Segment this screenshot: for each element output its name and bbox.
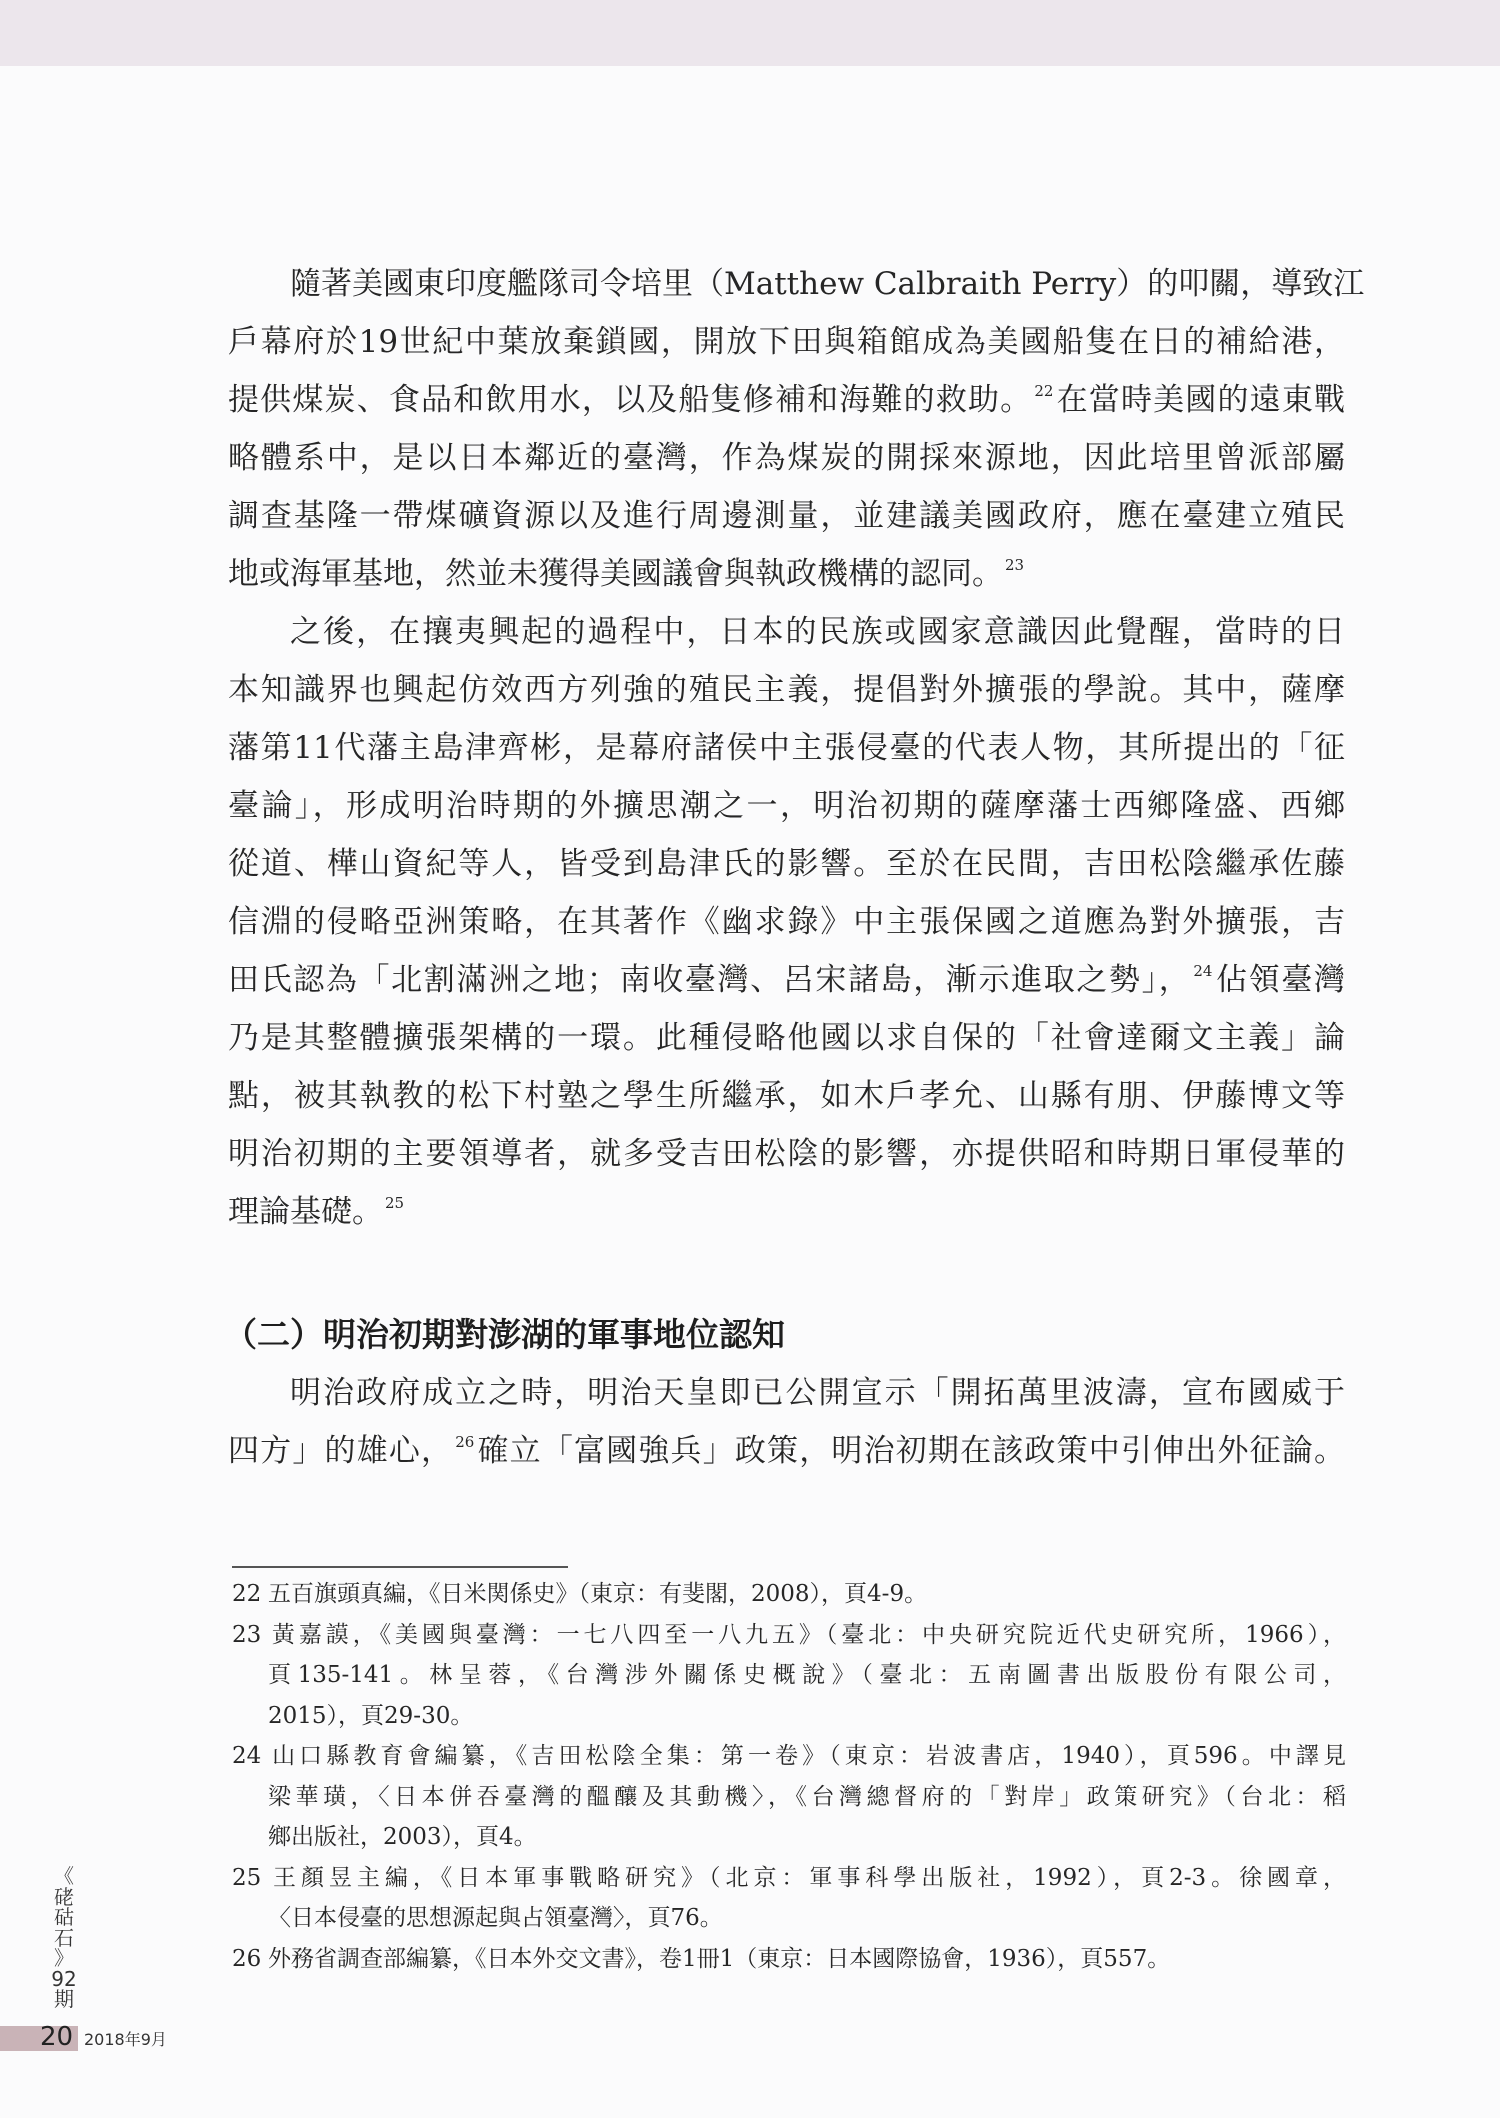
footnote-line	[232, 1858, 1346, 1899]
text-line	[228, 1422, 1345, 1480]
text-segment: 乃是其整體擴張架構的一環。此種侵略他國以求自保的「社會達爾文主義」論	[228, 1020, 1345, 1056]
text-segment: 臺論」，形成明治時期的外擴思潮之一，明治初期的薩摩藩士西鄉隆盛、西鄉	[228, 788, 1345, 824]
text-line	[228, 1067, 1345, 1125]
text-segment: 明治政府成立之時，明治天皇即已公開宣示「開拓萬里波濤，宣布國威于	[290, 1375, 1345, 1411]
text-line	[228, 371, 1345, 429]
journal-title-char: 《	[54, 1864, 74, 1888]
issue-date: 2018年9月	[84, 2030, 167, 2049]
footnote-divider	[232, 1566, 568, 1568]
text-line	[228, 1364, 1345, 1422]
journal-title-char: 》	[54, 1946, 74, 1970]
footnote-line	[232, 1898, 1346, 1939]
text-segment: 田氏認為「北割滿洲之地；南收臺灣、呂宋諸島，漸示進取之勢」，	[228, 962, 1192, 998]
footnote-line	[232, 1939, 1346, 1980]
footnote-line	[232, 1736, 1346, 1777]
footnote-number: 26	[232, 1945, 262, 1972]
footnote-number: 23	[232, 1621, 262, 1648]
footnote-text: 黃嘉謨，《美國與臺灣：一七八四至一八九五》（臺北：中央研究院近代史研究所，1966），	[268, 1621, 1346, 1648]
footnote-ref[interactable]: 23	[1005, 556, 1025, 574]
text-line	[228, 893, 1345, 951]
text-line	[228, 777, 1345, 835]
journal-title-char: 硓	[54, 1884, 74, 1909]
text-segment: 地或海軍基地，然並未獲得美國議會與執政機構的認同。	[228, 556, 1003, 592]
footnote-line	[232, 1777, 1346, 1818]
footnotes	[232, 1574, 1346, 1979]
text-line	[228, 429, 1345, 487]
footnote-ref[interactable]: 25	[385, 1194, 405, 1212]
text-segment: 略體系中，是以日本鄰近的臺灣，作為煤炭的開採來源地，因此培里曾派部屬	[228, 440, 1345, 476]
text-segment: 調查基隆一帶煤礦資源以及進行周邊測量，並建議美國政府，應在臺建立殖民	[228, 498, 1345, 534]
journal-title-char: 期	[54, 1987, 74, 2011]
text-segment: 隨著美國東印度艦隊司令培里（Matthew Calbraith Perry）的叩關，導致江	[290, 266, 1365, 302]
text-segment: 之後，在攘夷興起的過程中，日本的民族或國家意識因此覺醒，當時的日	[290, 614, 1345, 650]
text-line	[228, 719, 1345, 777]
journal-title-vertical	[44, 1866, 84, 2010]
text-segment: 本知識界也興起仿效西方列強的殖民主義，提倡對外擴張的學說。其中，薩摩	[228, 672, 1345, 708]
footnote-line	[232, 1655, 1346, 1696]
page-number: 20	[40, 2022, 74, 2052]
footnote-text: 鄉出版社，2003），頁4。	[268, 1824, 537, 1850]
footnote-ref[interactable]: 22	[1034, 382, 1054, 400]
footnote-text: 2015），頁29-30。	[268, 1702, 474, 1729]
footnote-text: 山口縣教育會編纂，《吉田松陰全集：第一卷》（東京：岩波書店，1940），頁596。中譯見	[268, 1743, 1346, 1769]
text-segment: 從道、樺山資紀等人，皆受到島津氏的影響。至於在民間，吉田松陰繼承佐藤	[228, 846, 1345, 882]
top-margin-band	[0, 0, 1500, 66]
text-line	[228, 1125, 1345, 1183]
footnote-line	[232, 1817, 1346, 1858]
footnote-line	[232, 1574, 1346, 1615]
text-segment: 確立「富國強兵」政策，明治初期在該政策中引伸出外征論。	[476, 1433, 1345, 1469]
text-line	[228, 313, 1345, 371]
text-segment: 提供煤炭、食品和飲用水，以及船隻修補和海難的救助。	[228, 382, 1033, 418]
text-segment: 信淵的侵略亞洲策略，在其著作《幽求錄》中主張保國之道應為對外擴張，吉	[228, 904, 1345, 940]
text-segment: 藩第11代藩主島津齊彬，是幕府諸侯中主張侵臺的代表人物，其所提出的「征	[228, 730, 1345, 766]
text-line	[228, 255, 1365, 313]
text-segment: 佔領臺灣	[1214, 962, 1346, 998]
text-segment: 理論基礎。	[228, 1194, 383, 1230]
footnote-number: 22	[232, 1581, 262, 1607]
footnote-ref[interactable]: 24	[1193, 962, 1213, 980]
footnote-text: 頁135-141。林呈蓉，《台灣涉外關係史概說》（臺北：五南圖書出版股份有限公司，	[268, 1662, 1346, 1688]
footnote-text: 王顏昱主編，《日本軍事戰略研究》（北京：軍事科學出版社，1992），頁2-3。徐國章，	[268, 1864, 1346, 1891]
footnote-text: 五百旗頭真編，《日米関係史》（東京：有斐閣，2008），頁4-9。	[268, 1581, 928, 1607]
journal-title-char: 92	[51, 1966, 77, 1991]
text-line	[228, 545, 1345, 603]
footnote-text: 〈日本侵臺的思想源起與占領臺灣〉，頁76。	[268, 1905, 723, 1931]
footnote-text: 梁華璜，〈日本併吞臺灣的醞釀及其動機〉，《台灣總督府的「對岸」政策研究》（台北：稻	[268, 1783, 1346, 1810]
journal-title-char: 石	[54, 1925, 74, 1950]
text-line	[228, 487, 1345, 545]
footnote-text: 外務省調查部編纂，《日本外交文書》，卷1冊1（東京：日本國際協會，1936），頁557。	[268, 1945, 1171, 1972]
footnote-ref[interactable]: 26	[455, 1433, 475, 1451]
text-segment: 戶幕府於19世紀中葉放棄鎖國，開放下田與箱館成為美國船隻在日的補給港，	[228, 324, 1345, 360]
footnote-number: 25	[232, 1864, 262, 1891]
body-text	[228, 255, 1365, 1241]
text-line	[228, 1183, 1345, 1241]
section-heading: （二）明治初期對澎湖的軍事地位認知	[224, 1315, 785, 1354]
text-segment: 四方」的雄心，	[228, 1433, 454, 1469]
text-line	[228, 835, 1345, 893]
text-line	[228, 603, 1345, 661]
footnote-line	[232, 1696, 1346, 1737]
footnote-number: 24	[232, 1743, 262, 1769]
text-segment: 明治初期的主要領導者，就多受吉田松陰的影響，亦提供昭和時期日軍侵華的	[228, 1136, 1345, 1172]
text-segment: 在當時美國的遠東戰	[1055, 382, 1346, 418]
text-line	[228, 951, 1345, 1009]
text-segment: 點，被其執教的松下村塾之學生所繼承，如木戶孝允、山縣有朋、伊藤博文等	[228, 1078, 1345, 1114]
section-body-text	[228, 1364, 1345, 1480]
footnote-line	[232, 1615, 1346, 1656]
journal-title-char: 𥑮	[54, 1905, 74, 1929]
text-line	[228, 661, 1345, 719]
text-line	[228, 1009, 1345, 1067]
